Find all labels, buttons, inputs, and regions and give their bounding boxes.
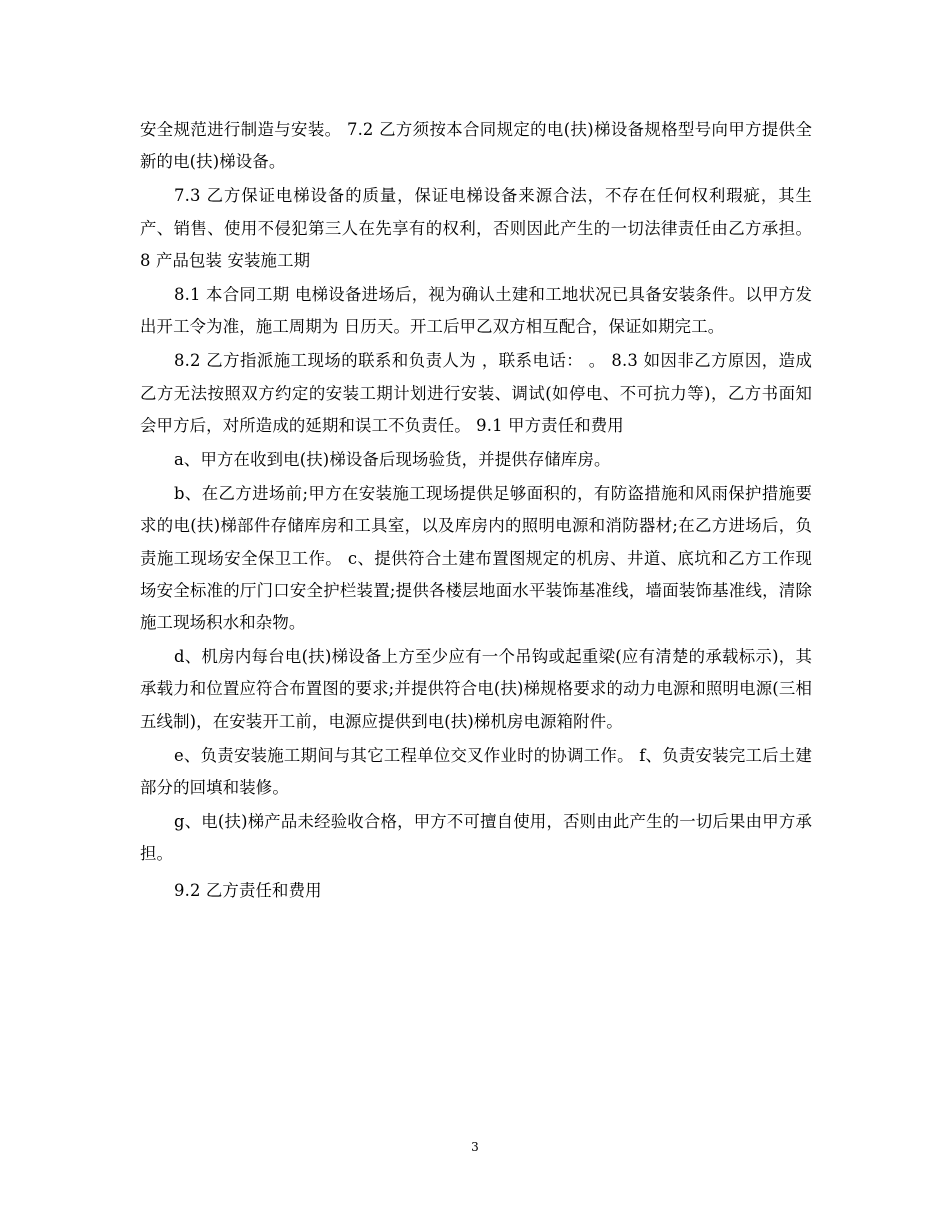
paragraph-7-2: 安全规范进行制造与安装。 7.2 乙方须按本合同规定的电(扶)梯设备规格型号向甲方提供全新的电(扶)梯设备。 bbox=[140, 120, 812, 172]
paragraph-8-1: 8.1 本合同工期 电梯设备进场后，视为确认土建和工地状况已具备安装条件。以甲方发出开工令为准，施工周期为 日历天。开工后甲乙双方相互配合，保证如期完工。 bbox=[140, 285, 812, 337]
document-body bbox=[140, 114, 812, 907]
paragraph-b: b、在乙方进场前;甲方在安装施工现场提供足够面积的，有防盗措施和风雨保护措施要求的电(扶)梯部件存储库房和工具室，以及库房内的照明电源和消防器材;在乙方进场后，负责施工现场安全保卫工作。 c、提供符合土建布置图规定的机房、井道、底坑和乙方工作现场安全标准的厅门口安全护栏装置;提供各楼层地面水平装饰基准线，墙面装饰基准线，清除施工现场积水和杂物。 bbox=[140, 484, 812, 633]
paragraph-g: g、电(扶)梯产品未经验收合格，甲方不可擅自使用，否则由此产生的一切后果由甲方承担。 bbox=[140, 812, 812, 864]
page-number: 3 bbox=[471, 1140, 479, 1154]
paragraph-8-2: 8.2 乙方指派施工现场的联系和负责人为 ，联系电话： 。 8.3 如因非乙方原因，造成乙方无法按照双方约定的安装工期计划进行安装、调试(如停电、不可抗力等)，乙方书面知会甲方后，对所造成的延期和误工不负责任。 9.1 甲方责任和费用 bbox=[140, 351, 812, 435]
paragraph-e: e、负责安装施工期间与其它工程单位交叉作业时的协调工作。 f、负责安装完工后土建部分的回填和装修。 bbox=[140, 745, 812, 798]
paragraph-a: a、甲方在收到电(扶)梯设备后现场验货，并提供存储库房。 bbox=[174, 450, 611, 470]
paragraph-9-2: 9.2 乙方责任和费用 bbox=[174, 880, 322, 900]
paragraph-d: d、机房内每台电(扶)梯设备上方至少应有一个吊钩或起重梁(应有清楚的承载标示)，其承载力和位置应符合布置图的要求;并提供符合电(扶)梯规格要求的动力电源和照明电源(三相五线制)，在安装开工前，电源应提供到电(扶)梯机房电源箱附件。 bbox=[140, 647, 812, 731]
paragraph-7-3: 7.3 乙方保证电梯设备的质量，保证电梯设备来源合法，不存在任何权利瑕疵，其生产、销售、使用不侵犯第三人在先享有的权利，否则因此产生的一切法律责任由乙方承担。 8 产品包装 安装施工期 bbox=[140, 186, 812, 270]
